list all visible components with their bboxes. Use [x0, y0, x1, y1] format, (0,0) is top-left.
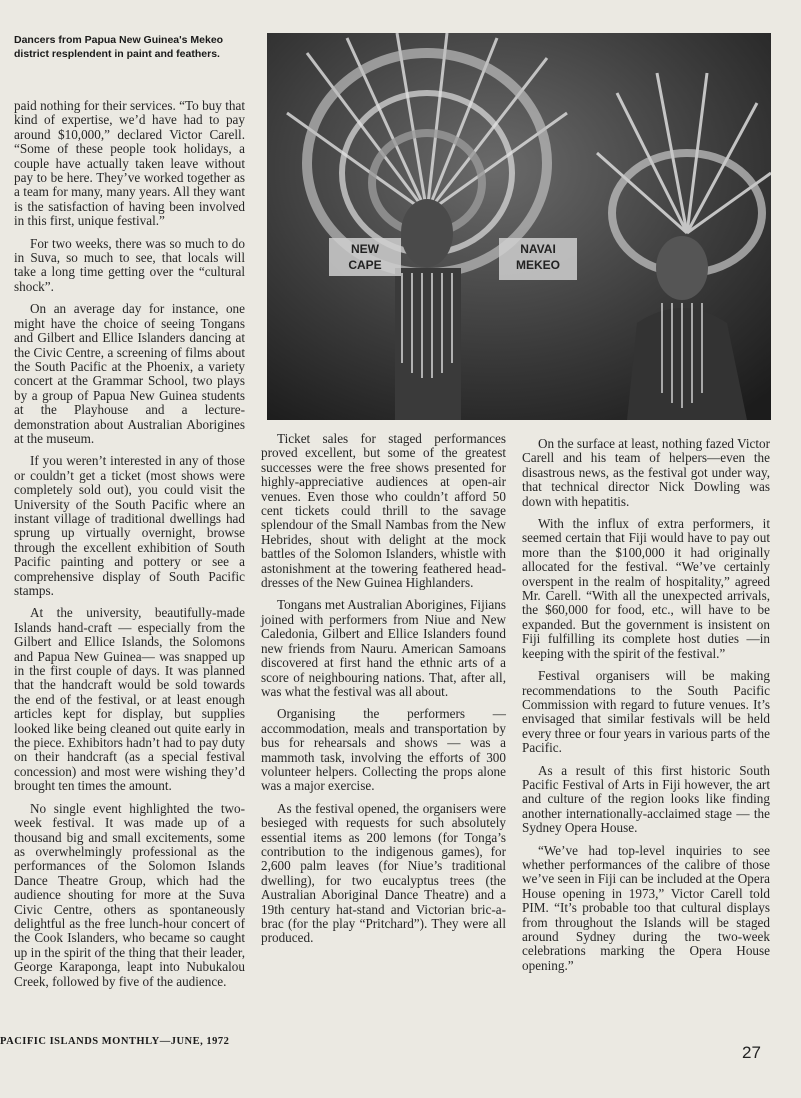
photo-caption: Dancers from Papua New Guinea's Mekeo district resplendent in paint and feathers. [14, 34, 224, 60]
paragraph: At the university, beautifully-made Islands hand-craft — especially from the Gilbert and Ellice Islands, the Solomons and Papua New Guinea— was snapped up in the first couple of days. It was planned that the handcraft would be sold towards the end of the festival, or at least enough articles kept for display, but supplies looked like being cleaned out quite early in the piece. Exhibitors hadn’t had to pay duty on their handcraft (as a special festival concession) and most were wishing they’d brought ten times the amount. [14, 605, 245, 794]
article-column-3 [522, 437, 770, 981]
paragraph: As a result of this first historic South Pacific Festival of Arts in Fiji however, the art and culture of the region looks like finding another internationally-acclaimed stage — the Sydney Opera House. [522, 762, 770, 836]
article-column-1 [14, 99, 245, 997]
dancers-photo [267, 33, 771, 420]
paragraph: With the influx of extra performers, it seemed certain that Fiji would have to pay out more than the $100,000 it had originally allocated for the festival. “We’ve certainly overspent in the realm of hospitality,” agreed Mr. Carell. “With all the unexpected arrivals, the $60,000 for food, etc., will have to be expanded. But the government is insistent on Fiji fulfilling its complete host duties —in keeping with the spirit of the festival.” [522, 516, 770, 661]
running-footer: PACIFIC ISLANDS MONTHLY—JUNE, 1972 [0, 1036, 230, 1047]
paragraph: For two weeks, there was so much to do in Suva, so much to see, that locals will take a long time getting over the “cultural shock”. [14, 235, 245, 294]
sign-right-line2: MEKEO [515, 258, 561, 272]
paragraph: No single event highlighted the two-week festival. It was made up of a thousand big and small excitements, some as overwhelmingly professional as the performances of the Solomon Islands Dance Theatre Group, which had the audience shouting for more at the Suva Civic Centre, others as spontaneously delightful as the free lunch-hour concert of the Cook Islanders, who became so caught up in the spirit of the thing that their leader, George Karaponga, leapt into Nubukalou Creek, followed by five of the audience. [14, 800, 245, 989]
sign-left-line2: CAPE [348, 258, 382, 272]
sign-right-line1: NAVAI [520, 242, 556, 256]
sign-left-line1: NEW [351, 242, 379, 256]
paragraph: On the surface at least, nothing fazed Victor Carell and his team of helpers—even the disastrous news, as the festival got under way, that technical director Nick Dowling was down with hepatitis. [522, 436, 770, 509]
paragraph: On an average day for instance, one might have the choice of seeing Tongans and Gilbert and Ellice Islanders dancing at the Civic Centre, a screening of films about the South Pacific at the Phoenix, a variety concert at the Grammar School, two plays by a group of Papua New Guinea students at the Playhouse and a lecture-demonstration about Australian Aborigines at the museum. [14, 301, 245, 446]
paragraph: Ticket sales for staged performances proved excellent, but some of the greatest successes were the free shows presented for highly-appreciative audiences at open-air venues. Even those who couldn’t afford 50 cent tickets could thrill to the savage splendour of the Small Nambas from the New Hebrides, shout with delight at the mock battles of the Solomon Islanders, whistle with astonishment at the towering feathered head-dresses of the New Guinea Highlanders. [261, 431, 506, 591]
paragraph: Organising the performers — accommodation, meals and transportation by bus for rehearsals and shows — was a mammoth task, involving the efforts of 300 volunteer helpers. Collecting the props alone was a major exercise. [261, 706, 506, 794]
page-number: 27 [742, 1043, 761, 1062]
paragraph: As the festival opened, the organisers were besieged with requests for such absolutely essential items as 200 lemons (for Tonga’s contribution to the indigenous games), for 2,600 palm leaves (for Niue’s traditional dwelling), for two eucalyptus trees (the Australian Aboriginal Dance Theatre) and a 19th century hat-stand and Victorian bric-a-brac (for the play “Pritchard”). They were all produced. [261, 800, 506, 946]
paragraph: paid nothing for their services. “To buy that kind of expertise, we’d have had to pay around $10,000,” declared Victor Carell. “Some of these people took holidays, a couple have actually taken leave without pay to be here. They’ve worked together as a team for many, many years. All they want is the satisfaction of having been involved in this first, unique festival.” [14, 98, 245, 229]
paragraph: Festival organisers will be making recommendations to the South Pacific Commission with regard to future venues. It’s envisaged that similar festivals will be held every three or four years in various parts of the Pacific. [522, 668, 770, 756]
paragraph: If you weren’t interested in any of those or couldn’t get a ticket (most shows were completely sold out), you could visit the University of the South Pacific where an instant village of traditional dwellings had sprung up virtually overnight, browse through the excellent exhibition of South Pacific painting and pottery or see a comprehensive display of South Pacific stamps. [14, 453, 245, 598]
paragraph: “We’ve had top-level inquiries to see whether performances of the calibre of those we’ve seen in Fiji can be included at the Opera House opening in 1973,” Victor Carell told PIM. “It’s probable too that cultural displays from throughout the Islands will be staged around Sydney during the two-week celebrations marking the Opera House opening.” [522, 842, 770, 973]
paragraph: Tongans met Australian Aborigines, Fijians joined with performers from Niue and New Caledonia, Gilbert and Ellice Islanders found new friends from Nauru. American Samoans discovered at first hand the ethnic arts of a score of neighbouring nations. That, after all, was what the festival was all about. [261, 597, 506, 699]
article-column-2 [261, 432, 506, 954]
dancers-photo-image [267, 33, 771, 420]
